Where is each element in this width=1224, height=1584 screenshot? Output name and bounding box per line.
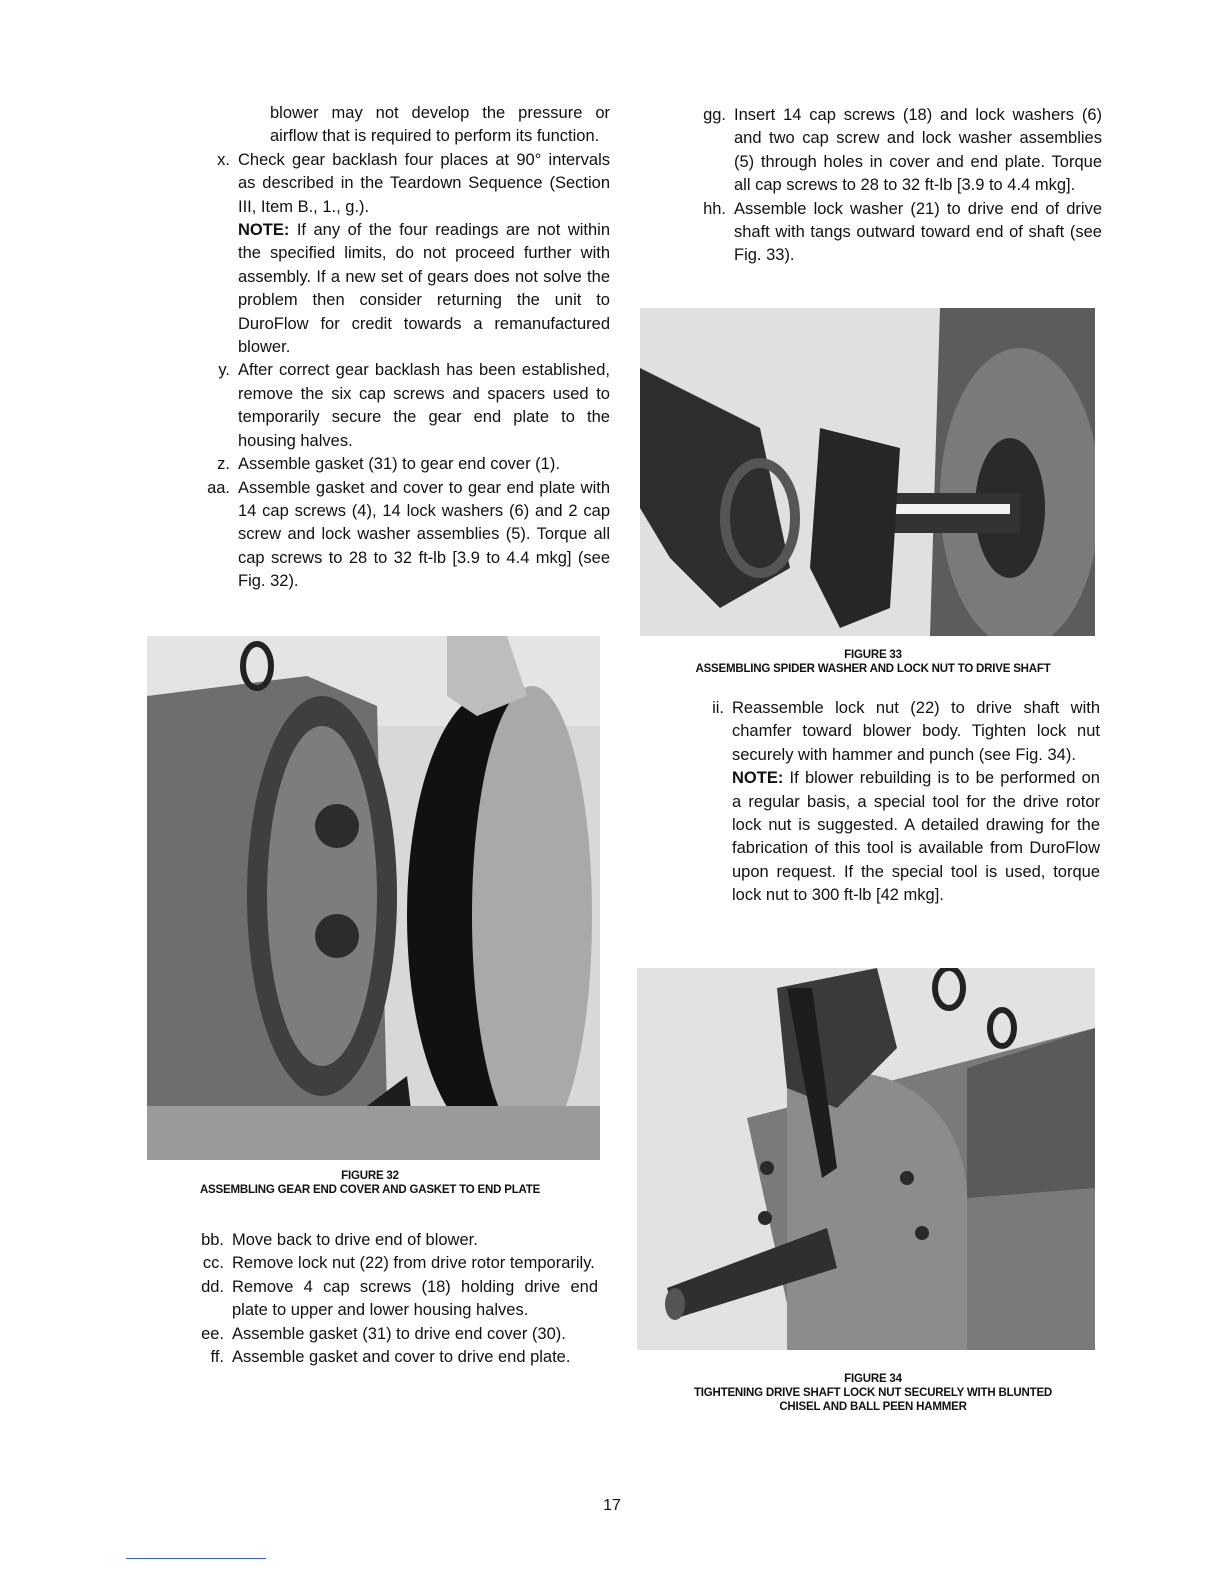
list-item-text: Insert 14 cap screws (18) and lock washers (6) and two cap screw and lock washer assemblies (5) through holes in cover and end plate. Torque all cap screws to 28 to 32 ft-lb [3.9 to 4.4 mkg]. — [734, 106, 1102, 195]
list-item-text: Assemble gasket (31) to gear end cover (1). — [238, 455, 560, 474]
figure-32-title: ASSEMBLING GEAR END COVER AND GASKET TO END PLATE — [199, 1184, 541, 1196]
figure-34-caption — [640, 1372, 1106, 1414]
list-item-text: Move back to drive end of blower. — [232, 1231, 478, 1249]
figure-34-title-line1: TIGHTENING DRIVE SHAFT LOCK NUT SECURELY WITH BLUNTED — [693, 1387, 1053, 1399]
list-item — [201, 1323, 598, 1346]
left-column-top — [207, 102, 610, 594]
figure-33-caption — [640, 648, 1106, 676]
list-item-label: ii. — [712, 699, 724, 717]
page-number: 17 — [603, 1497, 621, 1514]
list-item-label: y. — [218, 361, 230, 380]
left-items-bottom — [201, 1229, 598, 1369]
list-item — [703, 198, 1102, 268]
list-item — [202, 1252, 598, 1275]
list-item-label: cc. — [202, 1254, 224, 1273]
left-column-bottom — [201, 1229, 598, 1369]
list-item — [207, 477, 610, 594]
note-keyword: NOTE: — [732, 769, 784, 788]
right-column-top — [703, 104, 1102, 268]
list-item-text: Assemble gasket and cover to gear end plate with 14 cap screws (4), 14 lock washers (6) and 2 cap screw and lock washer assemblies (5). Torque all cap screws to 28 to 32 ft-lb [3.9 to 4.4 mkg] (see Fig. 32). — [238, 478, 610, 591]
list-item — [217, 453, 610, 476]
note — [732, 767, 1100, 907]
list-item — [217, 149, 610, 360]
figure-32-number: FIGURE 32 — [341, 1170, 399, 1182]
intro-continuation: blower may not develop the pressure or airflow that is required to perform its function. — [270, 104, 610, 146]
right-items-middle — [712, 697, 1100, 908]
figure-33-title: ASSEMBLING SPIDER WASHER AND LOCK NUT TO DRIVE SHAFT — [695, 663, 1051, 675]
list-item-text: After correct gear backlash has been established, remove the six cap screws and spacers used to temporarily secure the gear end plate to the housing halves. — [238, 361, 610, 450]
list-item-label: ff. — [210, 1348, 224, 1367]
figure-34-number: FIGURE 34 — [844, 1373, 902, 1385]
list-item-label: bb. — [201, 1231, 224, 1249]
note — [238, 219, 610, 359]
list-item-label: aa. — [207, 478, 230, 497]
list-item — [703, 104, 1102, 198]
left-items-top — [207, 149, 610, 594]
list-item-label: ee. — [201, 1324, 224, 1343]
list-item — [201, 1276, 598, 1323]
figure-34-title-line2: CHISEL AND BALL PEEN HAMMER — [779, 1401, 967, 1413]
figure-32-photo — [147, 636, 600, 1160]
list-item-label: hh. — [703, 199, 726, 218]
right-column-middle — [712, 697, 1100, 908]
list-item-label: gg. — [703, 106, 726, 124]
list-item-text: Remove lock nut (22) from drive rotor temporarily. — [232, 1254, 595, 1273]
list-item-text: Assemble gasket and cover to drive end plate. — [232, 1348, 571, 1367]
list-item-label: z. — [217, 455, 230, 474]
note-keyword: NOTE: — [238, 221, 290, 240]
note-text: If blower rebuilding is to be performed on a regular basis, a special tool for the drive rotor lock nut is suggested. A detailed drawing for the fabrication of this tool is available from DuroFlow upon request. If the special tool is used, torque lock nut to 300 ft-lb [42 mkg]. — [732, 769, 1100, 905]
note-text: If any of the four readings are not within the specified limits, do not proceed further with assembly. If a new set of gears does not solve the problem then consider returning the unit to DuroFlow for credit towards a remanufactured blower. — [238, 221, 610, 357]
figure-34-photo — [637, 968, 1095, 1350]
figure-33-number: FIGURE 33 — [844, 649, 902, 661]
list-item-text: Assemble lock washer (21) to drive end of drive shaft with tangs outward toward end of shaft (see Fig. 33). — [734, 199, 1102, 265]
list-item-text: Reassemble lock nut (22) to drive shaft with chamfer toward blower body. Tighten lock nut securely with hammer and punch (see Fig. 34). — [732, 699, 1100, 764]
list-item-text: Assemble gasket (31) to drive end cover (30). — [232, 1324, 566, 1343]
list-item-label: x. — [217, 150, 230, 169]
footer-rule — [126, 1558, 266, 1559]
list-item — [201, 1229, 598, 1252]
list-item-text: Remove 4 cap screws (18) holding drive end plate to upper and lower housing halves. — [232, 1277, 598, 1320]
list-item — [712, 697, 1100, 908]
figure-32-caption — [150, 1169, 590, 1197]
figure-33-photo — [640, 308, 1095, 636]
list-item — [210, 1346, 598, 1369]
list-item-label: dd. — [201, 1277, 224, 1296]
list-item — [218, 359, 610, 453]
list-item-text: Check gear backlash four places at 90° intervals as described in the Teardown Sequence (Section III, Item B., 1., g.). — [238, 150, 610, 216]
right-items-top — [703, 104, 1102, 268]
